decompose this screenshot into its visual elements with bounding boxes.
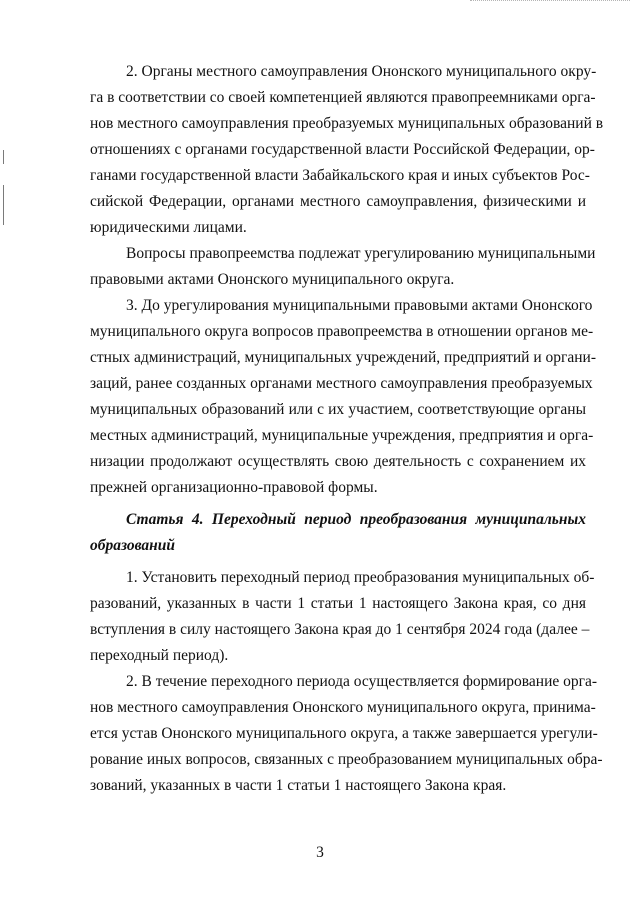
- text-line: юридическими лицами.: [90, 219, 247, 236]
- text-line: Вопросы правопреемства подлежат урегулированию муниципальными: [126, 245, 596, 262]
- text-line: разований, указанных в части 1 статьи 1 настоящего Закона края, со дня: [90, 595, 586, 612]
- text-line: муниципального округа вопросов правопреемства в отношении органов ме-: [90, 323, 594, 340]
- text-line: 1. Установить переходный период преобразования муниципальных об-: [126, 569, 595, 586]
- scan-edge-line: [470, 0, 630, 1]
- text-line: 2. Органы местного самоуправления Ононского муниципального окру-: [126, 63, 597, 80]
- text-line: сийской Федерации, органами местного самоуправления, физическими и: [90, 193, 586, 210]
- text-line: отношениях с органами государственной власти Российской Федерации, ор-: [90, 141, 595, 158]
- text-line: 2. В течение переходного периода осуществляется формирование орга-: [126, 673, 598, 690]
- text-line: рование иных вопросов, связанных с преобразованием муниципальных обра-: [90, 751, 603, 768]
- text-line: переходный период).: [90, 647, 229, 664]
- text-line: прежней организационно-правовой формы.: [90, 479, 378, 496]
- text-line: нов местного самоуправления преобразуемых муниципальных образований в: [90, 115, 604, 132]
- scan-edge-mark: [3, 185, 4, 225]
- text-line: га в соответствии со своей компетенцией являются правопреемниками орга-: [90, 89, 596, 106]
- article-heading: образований: [90, 537, 175, 554]
- scan-edge-mark: [3, 150, 4, 164]
- text-line: ганами государственной власти Забайкальского края и иных субъектов Рос-: [90, 167, 590, 184]
- text-line: стных администраций, муниципальных учреждений, предприятий и органи-: [90, 349, 596, 366]
- text-line: зований, указанных в части 1 статьи 1 настоящего Закона края.: [90, 777, 507, 794]
- text-line: ется устав Ононского муниципального округа, а также завершается урегули-: [90, 725, 598, 742]
- text-line: низации продолжают осуществлять свою деятельность с сохранением их: [90, 453, 586, 470]
- text-line: правовыми актами Ононского муниципального округа.: [90, 271, 455, 288]
- text-line: муниципальных образований или с их участием, соответствующие органы: [90, 401, 586, 418]
- text-line: нов местного самоуправления Ононского муниципального округа, принима-: [90, 699, 596, 716]
- text-line: вступления в силу настоящего Закона края до 1 сентября 2024 года (далее –: [90, 621, 590, 638]
- text-line: 3. До урегулирования муниципальными правовыми актами Ононского: [126, 297, 593, 314]
- page-number: 3: [316, 844, 324, 861]
- text-line: заций, ранее созданных органами местного самоуправления преобразуемых: [90, 375, 593, 392]
- text-line: местных администраций, муниципальные учреждения, предприятия и орга-: [90, 427, 594, 444]
- article-heading: Статья 4. Переходный период преобразования муниципальных: [126, 511, 586, 528]
